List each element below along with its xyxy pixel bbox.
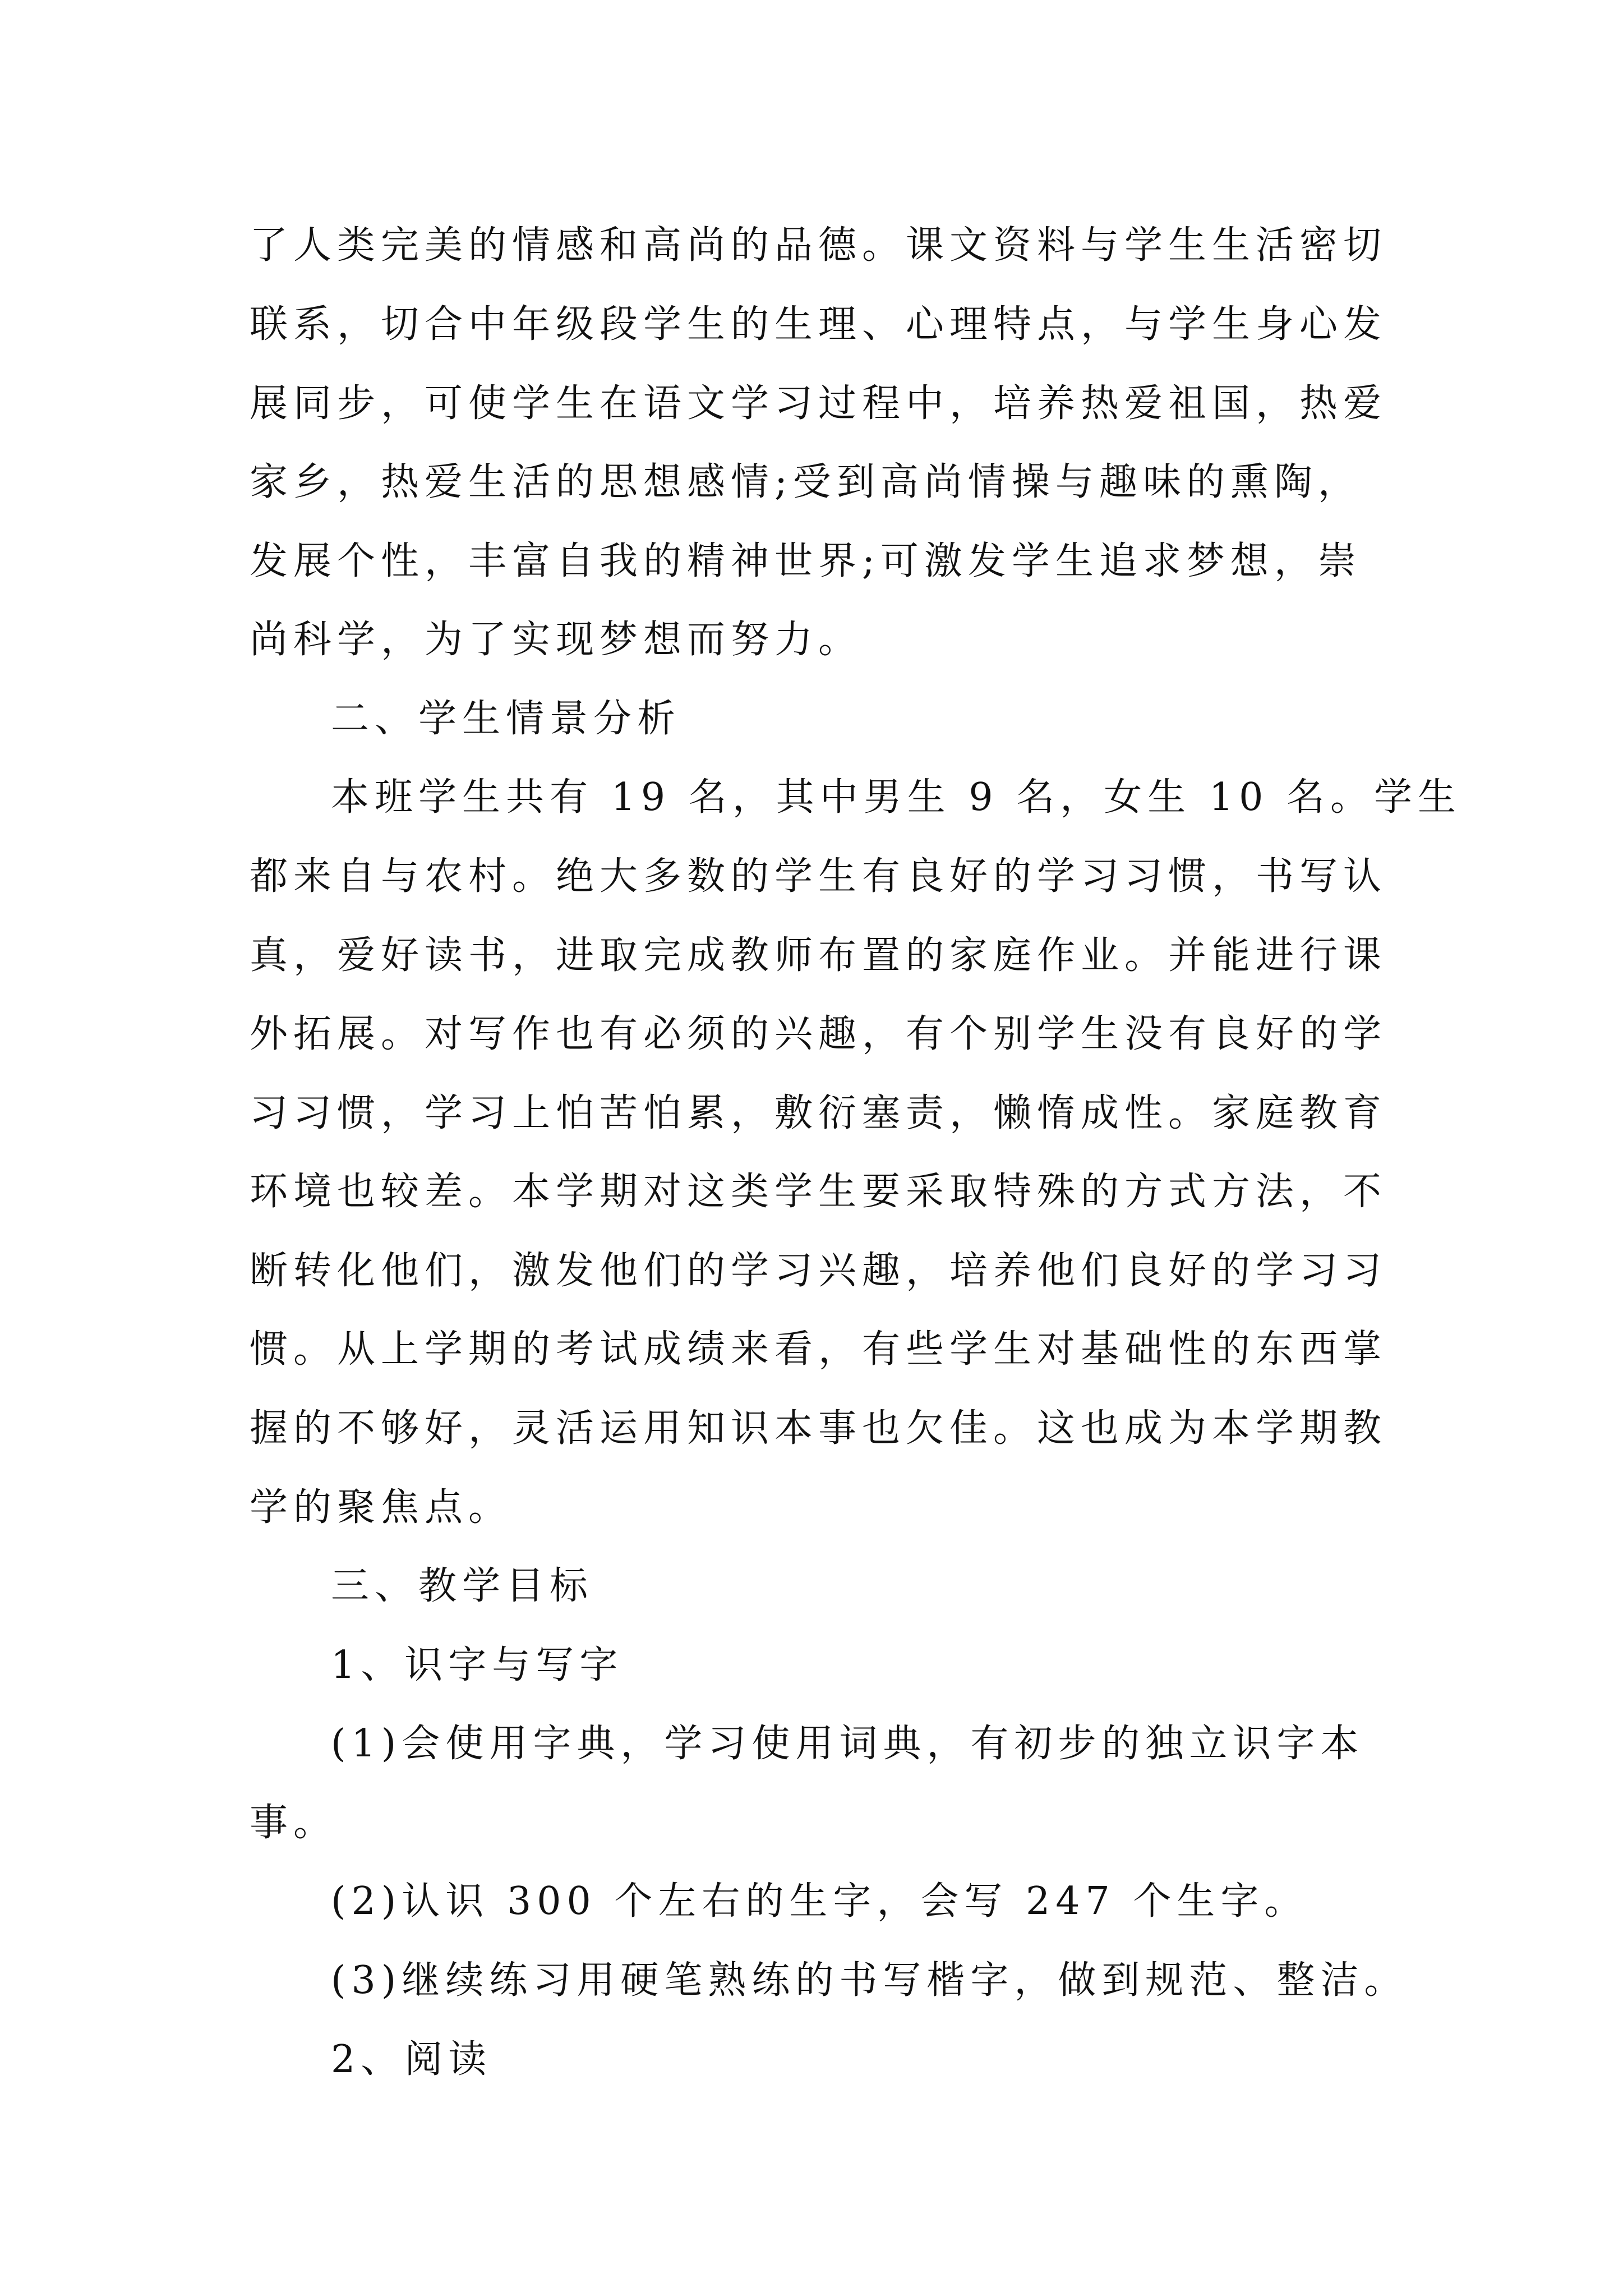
- subsection-heading-reading: 2、阅读: [331, 2037, 492, 2082]
- list-item-3: (3)继续练习用硬笔熟练的书写楷字，做到规范、整洁。: [331, 1958, 1408, 2003]
- list-item-1: (1)会使用字典，学习使用词典，有初步的独立识字本: [331, 1722, 1364, 1766]
- paragraph-line: 发展个性，丰富自我的精神世界;可激发学生追求梦想，崇: [250, 539, 1362, 583]
- paragraph-line: 本班学生共有 19 名，其中男生 9 名，女生 10 名。学生: [331, 775, 1462, 820]
- paragraph-line: 环境也较差。本学期对这类学生要采取特殊的方式方法，不: [250, 1170, 1387, 1214]
- section-heading-teaching-goals: 三、教学目标: [331, 1564, 594, 1608]
- paragraph-line: 惯。从上学期的考试成绩来看，有些学生对基础性的东西掌: [250, 1327, 1387, 1372]
- paragraph-line: 学的聚焦点。: [250, 1485, 513, 1530]
- paragraph-line: 了人类完美的情感和高尚的品德。课文资料与学生生活密切: [250, 223, 1387, 268]
- subsection-heading-literacy: 1、识字与写字: [331, 1643, 624, 1687]
- paragraph-line: 都来自与农村。绝大多数的学生有良好的学习习惯，书写认: [250, 854, 1387, 899]
- paragraph-line: 握的不够好，灵活运用知识本事也欠佳。这也成为本学期教: [250, 1406, 1387, 1451]
- paragraph-line: 习习惯，学习上怕苦怕累，敷衍塞责，懒惰成性。家庭教育: [250, 1091, 1387, 1135]
- list-item-2: (2)认识 300 个左右的生字，会写 247 个生字。: [331, 1879, 1308, 1924]
- section-heading-student-analysis: 二、学生情景分析: [331, 697, 681, 741]
- paragraph-line: 展同步，可使学生在语文学习过程中，培养热爱祖国，热爱: [250, 381, 1387, 426]
- paragraph-line: 联系，切合中年级段学生的生理、心理特点，与学生身心发: [250, 302, 1387, 347]
- paragraph-line: 外拓展。对写作也有必须的兴趣，有个别学生没有良好的学: [250, 1012, 1387, 1056]
- paragraph-line: 尚科学，为了实现梦想而努力。: [250, 618, 863, 662]
- paragraph-line: 真，爱好读书，进取完成教师布置的家庭作业。并能进行课: [250, 933, 1387, 978]
- paragraph-line: 家乡，热爱生活的思想感情;受到高尚情操与趣味的熏陶，: [250, 460, 1362, 504]
- list-item-1-continued: 事。: [250, 1801, 338, 1845]
- paragraph-line: 断转化他们，激发他们的学习兴趣，培养他们良好的学习习: [250, 1249, 1387, 1293]
